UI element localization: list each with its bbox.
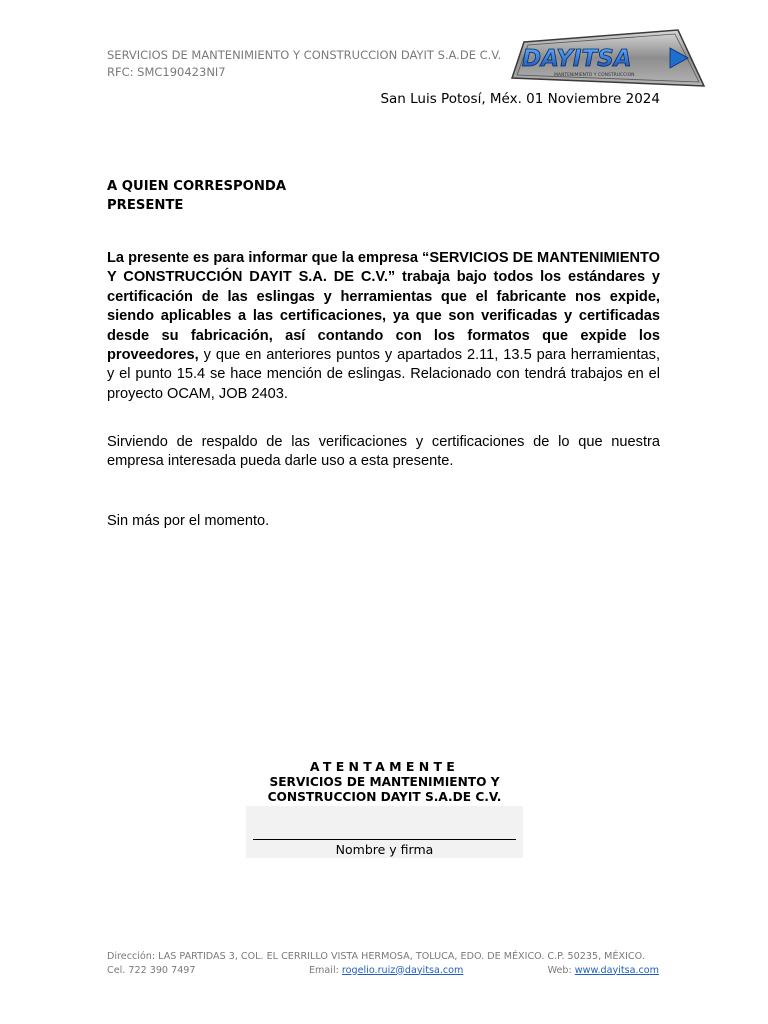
website-link[interactable]: www.dayitsa.com <box>574 964 659 976</box>
company-name: SERVICIOS DE MANTENIMIENTO Y CONSTRUCCION DAYIT S.A.DE C.V. <box>107 48 502 62</box>
dayitsa-logo <box>510 28 706 90</box>
body-paragraph-1-regular: y que en anteriores puntos y apartados 2.11, 13.5 para herramientas, y el punto 15.4 se hace mención de eslingas. Relacionado con tendrá trabajos en el proyecto OCAM, JOB 2403. <box>107 347 660 402</box>
place-and-date: San Luis Potosí, Méx. 01 Noviembre 2024 <box>380 91 660 107</box>
signature-label: Nombre y firma <box>335 842 434 857</box>
salutation-line2: PRESENTE <box>107 198 184 213</box>
salutation <box>107 177 286 215</box>
salutation-line1: A QUIEN CORRESPONDA <box>107 179 287 194</box>
svg-text:DAYITSA: DAYITSA <box>522 46 632 72</box>
signature-line <box>253 839 516 840</box>
footer-web-label: Web: <box>547 964 575 976</box>
email-link[interactable]: rogelio.ruiz@dayitsa.com <box>341 964 464 976</box>
body-paragraph-2: Sirviendo de respaldo de las verificaciones y certificaciones de lo que nuestra empresa interesada pueda darle uso a esta presente. <box>107 434 660 470</box>
footer-address: Dirección: LAS PARTIDAS 3, COL. EL CERRILLO VISTA HERMOSA, TOLUCA, EDO. DE MÉXICO. C.P. 50235, MÉXICO. <box>107 951 645 962</box>
footer-phone: Cel. 722 390 7497 <box>107 964 196 976</box>
footer <box>107 950 659 977</box>
body-paragraph-1 <box>107 249 660 404</box>
footer-web <box>548 964 659 978</box>
footer-email-label: Email: <box>309 964 342 976</box>
company-rfc: RFC: SMC190423NI7 <box>107 65 226 79</box>
svg-text:MANTENIMIENTO Y CONSTRUCCION: MANTENIMIENTO Y CONSTRUCCION <box>554 73 635 78</box>
closing-word: ATENTAMENTE <box>309 759 460 774</box>
signature-box <box>246 806 523 858</box>
closing-sentence: Sin más por el momento. <box>107 513 270 529</box>
footer-email <box>309 964 463 978</box>
signature-company-line1: SERVICIOS DE MANTENIMIENTO Y <box>269 775 500 789</box>
signature-block <box>246 758 523 858</box>
footer-contact-row <box>107 964 659 978</box>
signature-company-line2: CONSTRUCCION DAYIT S.A.DE C.V. <box>267 790 502 804</box>
body-paragraph-1-bold: La presente es para informar que la empresa “SERVICIOS DE MANTENIMIENTO Y CONSTRUCCIÓN DAYIT S.A. DE C.V.” trabaja bajo todos los estándares y certificación de las eslingas y herramientas que el fabricante nos expide, siendo aplicables a las certificaciones, ya que son verificadas y certificadas desde su fabricación, así contando con los formatos que expide los proveedores, <box>107 250 660 364</box>
letterhead <box>107 47 501 81</box>
